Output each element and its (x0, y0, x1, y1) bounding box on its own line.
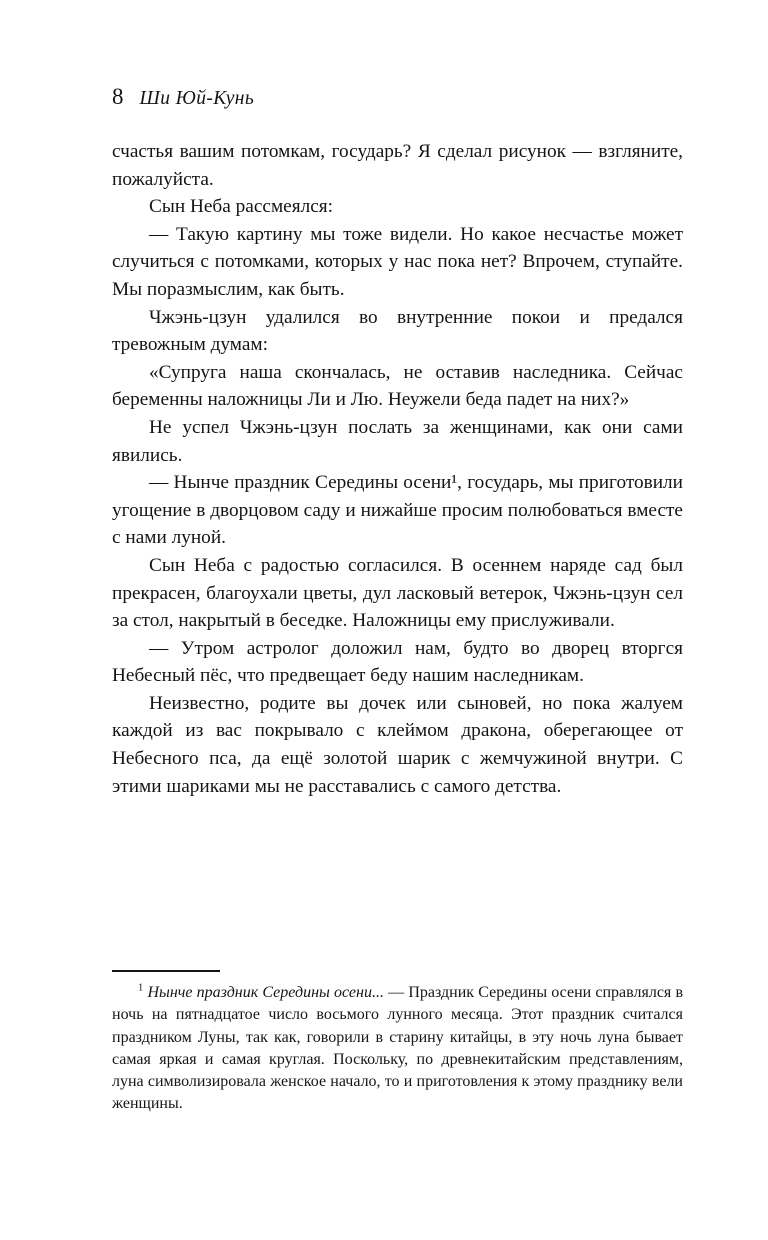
paragraph: — Нынче праздник Середины осени¹, государь, мы приготовили угощение в дворцовом саду и нижайше просим полюбоваться вместе с нами луной. (112, 472, 683, 549)
footnote-text (112, 982, 683, 1116)
paragraph: Неизвестно, родите вы дочек или сыновей, но пока жалуем каждой из вас покрывало с клеймом дракона, оберегающее от Небесного пса, да ещё золотой шарик с жемчужиной внутри. С этими шариками мы не расставались с самого детства. (112, 692, 683, 797)
paragraph: Сын Неба с радостью согласился. В осеннем наряде сад был прекрасен, благоухали цветы, дул ласковый ветерок, Чжэнь-цзун сел за стол, накрытый в беседке. Наложницы ему прислуживали. (112, 554, 683, 632)
page-content (112, 84, 684, 1113)
paragraph: Не успел Чжэнь-цзун послать за женщинами, как они сами явились. (112, 416, 683, 466)
running-header (112, 84, 683, 110)
paragraph: Чжэнь-цзун удалился во внутренние покои и предался тревожным думам: (112, 306, 683, 356)
page-number: 8 (112, 84, 124, 109)
footnote (112, 970, 683, 1116)
paragraph: — Такую картину мы тоже видели. Но какое несчастье может случиться с потомками, которых у нас пока нет? Впрочем, ступайте. Мы поразмыслим, как быть. (112, 223, 683, 300)
paragraph: — Утром астролог доложил нам, будто во дворец вторгся Небесный пёс, что предвещает беду нашим наследникам. (112, 637, 683, 687)
paragraph: «Супруга наша скончалась, не оставив наследника. Сейчас беременны наложницы Ли и Лю. Неужели беда падет на них?» (112, 361, 683, 411)
running-header-title: Ши Юй-Кунь (139, 88, 255, 109)
footnote-lead: Нынче праздник Середины осени... (147, 984, 384, 1001)
paragraph: счастья вашим потомкам, государь? Я сделал рисунок — взгляните, пожалуйста. (112, 141, 683, 190)
body-text (112, 138, 683, 800)
paragraph: Сын Неба рассмеялся: (149, 196, 333, 218)
footnote-marker: 1 (138, 982, 144, 994)
footnote-body: — Праздник Середины осени справлялся в ночь на пятнадцатое число восьмого лунного месяца. Этот праздник считался праздником Луны, так как, говорили в старину китайцы, в эту ночь луна бывает самая яркая и самая круглая. Поскольку, по древнекитайским представлениям, луна символизировала женское начало, то и приготовления к этому празднику вели женщины. (112, 984, 684, 1113)
footnote-divider (112, 970, 220, 972)
